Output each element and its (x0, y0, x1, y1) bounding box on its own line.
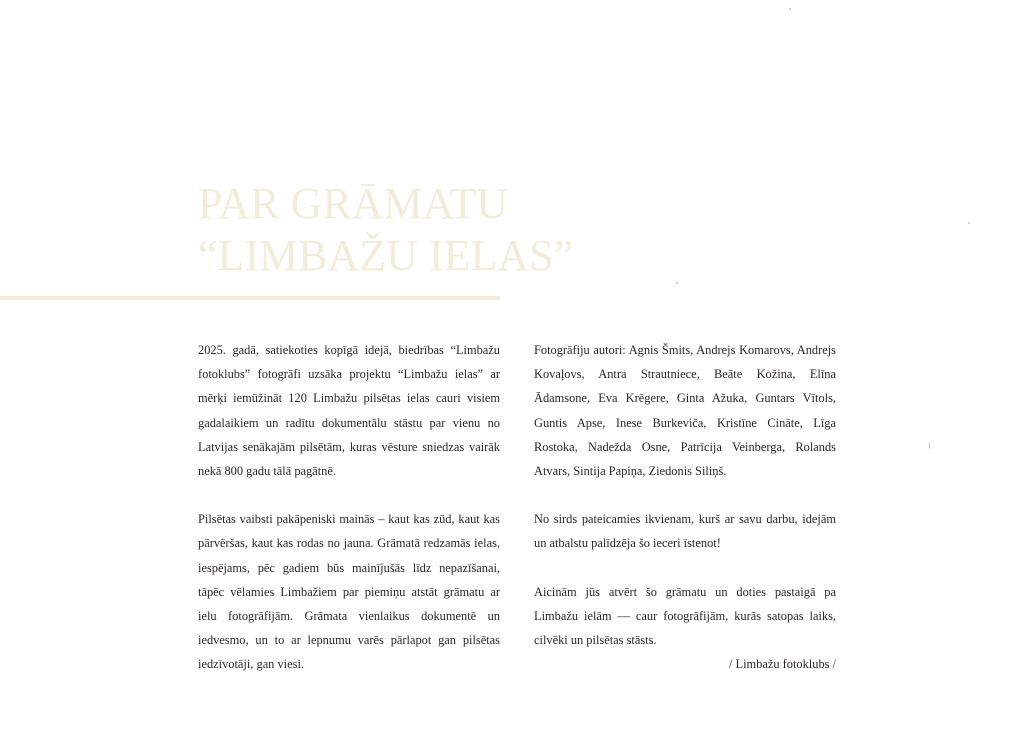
title-divider (0, 296, 500, 300)
thanks-paragraph: No sirds pateicamies ikvienam, kurš ar savu darbu, idejām un atbalstu palīdzēja šo ieceri īstenot! (534, 512, 836, 551)
intro-paragraph: 2025. gadā, satiekoties kopīgā idejā, biedrības “Limbažu fotoklubs” fotogrāfi uzsāka projektu “Limbažu ielas” ar mērķi iemūžināt 120 Limbažu pilsētas ielas cauri visiem gadalaikiem un radītu dokumentālu stāstu par vienu no Latvijas senākajām pilsētām, kuras vēsture sniedzas vairāk nekā 800 gadu tālā pagātnē. (198, 343, 500, 479)
left-text-column (198, 338, 500, 701)
city-paragraph: Pilsētas vaibsti pakāpeniski mainās – kaut kas zūd, kaut kas pārvēršas, kaut kas rodas no jauna. Grāmatā redzamās ielas, iespējams, pēc gadiem būs mainījušās līdz nepazīšanai, tāpēc vēlamies Limbažiem par piemiņu atstāt grāmatu ar ielu fotogrāfijām. Grāmata vienlaikus dokumentē un iedvesmo, un to ar lepnumu varēs pārlapot gan pilsētas iedzīvotāji, gan viesi. (198, 512, 500, 672)
title-line-1: PAR GRĀMATU (198, 179, 509, 228)
authors-paragraph: Fotogrāfiju autori: Agnis Šmits, Andrejs Komarovs, Andrejs Kovaļovs, Antra Strautniece, Beāte Kožina, Elīna Ādamsone, Eva Krēgere, Ginta Ažuka, Guntars Vītols, Guntis Apse, Inese Burkeviča, Kristīne Cināte, Līga Rostoka, Nadežda Osne, Patrīcija Veinberga, Rolands Atvars, Sintija Papiņa, Ziedonis Siliņš. (534, 343, 836, 479)
paper-speck (676, 282, 678, 284)
signature: / Limbažu fotoklubs / (728, 657, 836, 672)
right-text-column (534, 338, 836, 700)
paper-speck (929, 441, 930, 449)
paper-speck (789, 8, 791, 10)
invitation-paragraph: Aicinām jūs atvērt šo grāmatu un doties pastaigā pa Limbažu ielām — caur fotogrāfijām, kurās satopas laiks, cilvēki un pilsētas stāsts. (534, 584, 836, 648)
paper-speck (968, 222, 970, 224)
page-title (198, 178, 574, 282)
title-line-2: “LIMBAŽU IELAS” (198, 231, 574, 280)
